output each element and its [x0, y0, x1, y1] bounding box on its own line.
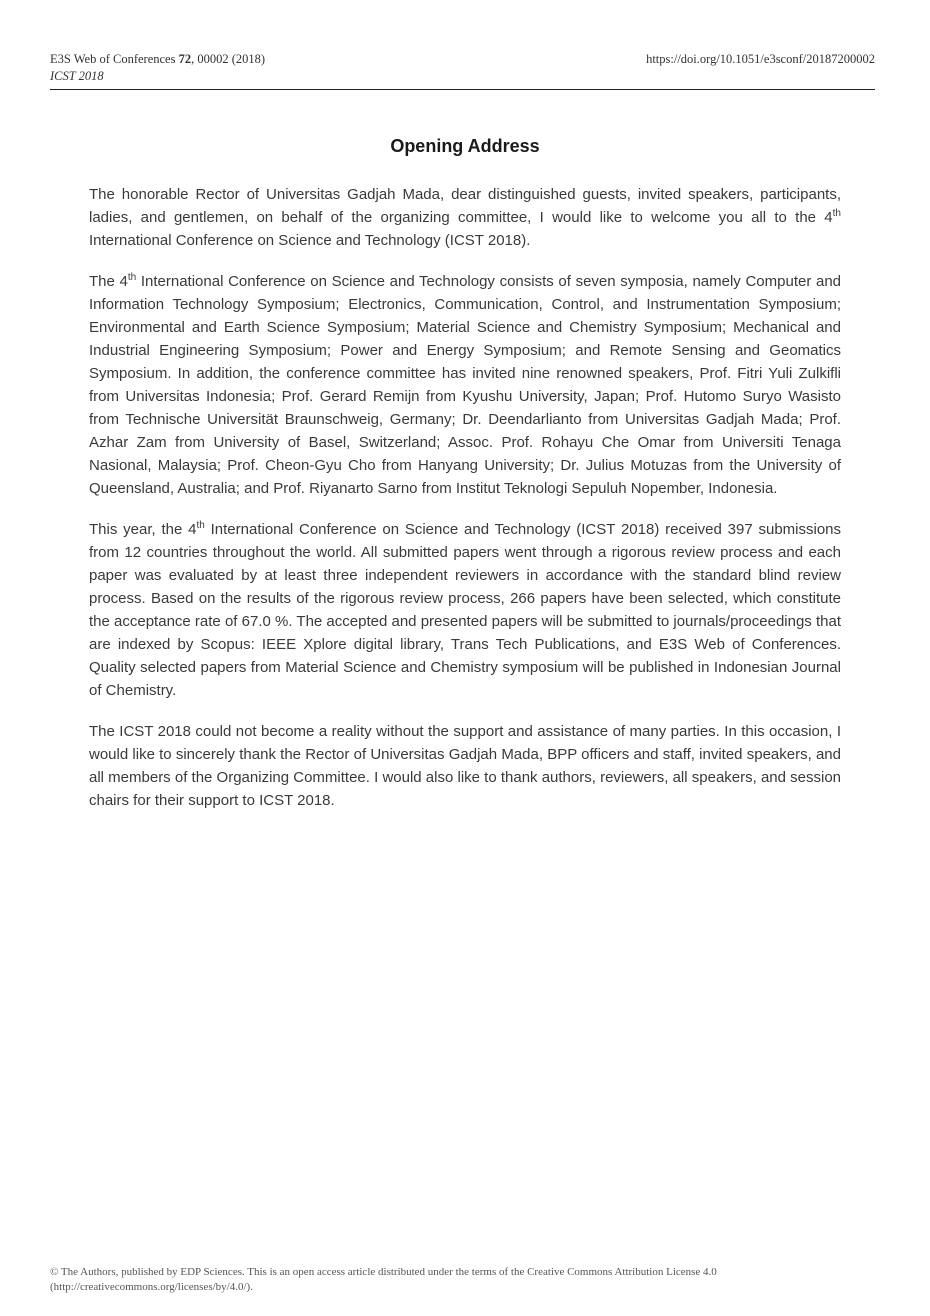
header-divider: [50, 89, 875, 90]
journal-name: E3S Web of Conferences: [50, 52, 179, 66]
ordinal-suffix: th: [127, 272, 137, 283]
article-number: , 00002 (2018): [191, 52, 266, 66]
journal-citation: [50, 51, 265, 68]
license-text: © The Authors, published by EDP Sciences. This is an open access article distributed under the terms of the Creative Commons Attribution License 4.0: [50, 1266, 717, 1278]
paragraph-text: International Conference on Science and Technology consists of seven symposia, namely Computer and Information Technology Symposium; Electronics, Communication, Control, and Instrumentation Symposium; Environmental and Earth Science Symposium; Material Science and Chemistry Symposium; Mechanical and Industrial Engineering Symposium; Power and Energy Symposium; and Remote Sensing and Geomatics Symposium. In addition, the conference committee has invited nine renowned speakers, Prof. Fitri Yuli Zulkifli from Universitas Indonesia; Prof. Gerard Remijn from Kyushu University, Japan; Prof. Hutomo Suryo Wasisto from Technische Universität Braunschweig, Germany; Dr. Deendarlianto from Universitas Gadjah Mada; Prof. Azhar Zam from University of Basel, Switzerland; Assoc. Prof. Rohayu Che Omar from Universiti Tenaga Nasional, Malaysia; Prof. Cheon-Gyu Cho from Hanyang University; Dr. Julius Motuzas from the University of Queensland, Australia; and Prof. Riyanarto Sarno from Institut Teknologi Sepuluh Nopember, Indonesia.: [89, 273, 842, 497]
paragraph-text: This year, the 4: [89, 521, 197, 538]
page-title: Opening Address: [390, 136, 540, 156]
conference-name: ICST 2018: [50, 69, 104, 83]
article-body: [89, 183, 841, 830]
paragraph-text: International Conference on Science and Technology (ICST 2018).: [89, 232, 531, 249]
paragraph-symposia: [89, 270, 841, 500]
paragraph-text: The 4: [89, 273, 128, 290]
paragraph-text: The honorable Rector of Universitas Gadjah Mada, dear distinguished guests, invited speakers, participants, ladies, and gentlemen, on behalf of the organizing committee, I would like to welcome you all to the 4: [89, 186, 841, 226]
paragraph-submissions: [89, 518, 841, 702]
license-url[interactable]: (http://creativecommons.org/licenses/by/4.0/).: [50, 1281, 253, 1293]
paragraph-welcome: [89, 183, 841, 252]
volume-number: 72: [178, 52, 192, 66]
ordinal-suffix: th: [832, 208, 841, 219]
ordinal-suffix: th: [196, 520, 205, 531]
license-footer: [50, 1265, 875, 1295]
paragraph-text: International Conference on Science and Technology (ICST 2018) received 397 submissions from 12 countries throughout the world. All submitted papers went through a rigorous review process and each paper was evaluated by at least three independent reviewers in accordance with the standard blind review process. Based on the results of the rigorous review process, 266 papers have been selected, which constitute the acceptance rate of 67.0 %. The accepted and presented papers will be submitted to journals/proceedings that are indexed by Scopus: IEEE Xplore digital library, Trans Tech Publications, and E3S Web of Conferences. Quality selected papers from Material Science and Chemistry symposium will be published in Indonesian Journal of Chemistry.: [89, 521, 841, 699]
paragraph-acknowledgements: The ICST 2018 could not become a reality without the support and assistance of many parties. In this occasion, I would like to sincerely thank the Rector of Universitas Gadjah Mada, BPP officers and staff, invited speakers, and all members of the Organizing Committee. I would also like to thank authors, reviewers, all speakers, and session chairs for their support to ICST 2018.: [89, 723, 842, 809]
doi-link[interactable]: https://doi.org/10.1051/e3sconf/20187200002: [646, 52, 875, 66]
running-header: [50, 51, 875, 85]
